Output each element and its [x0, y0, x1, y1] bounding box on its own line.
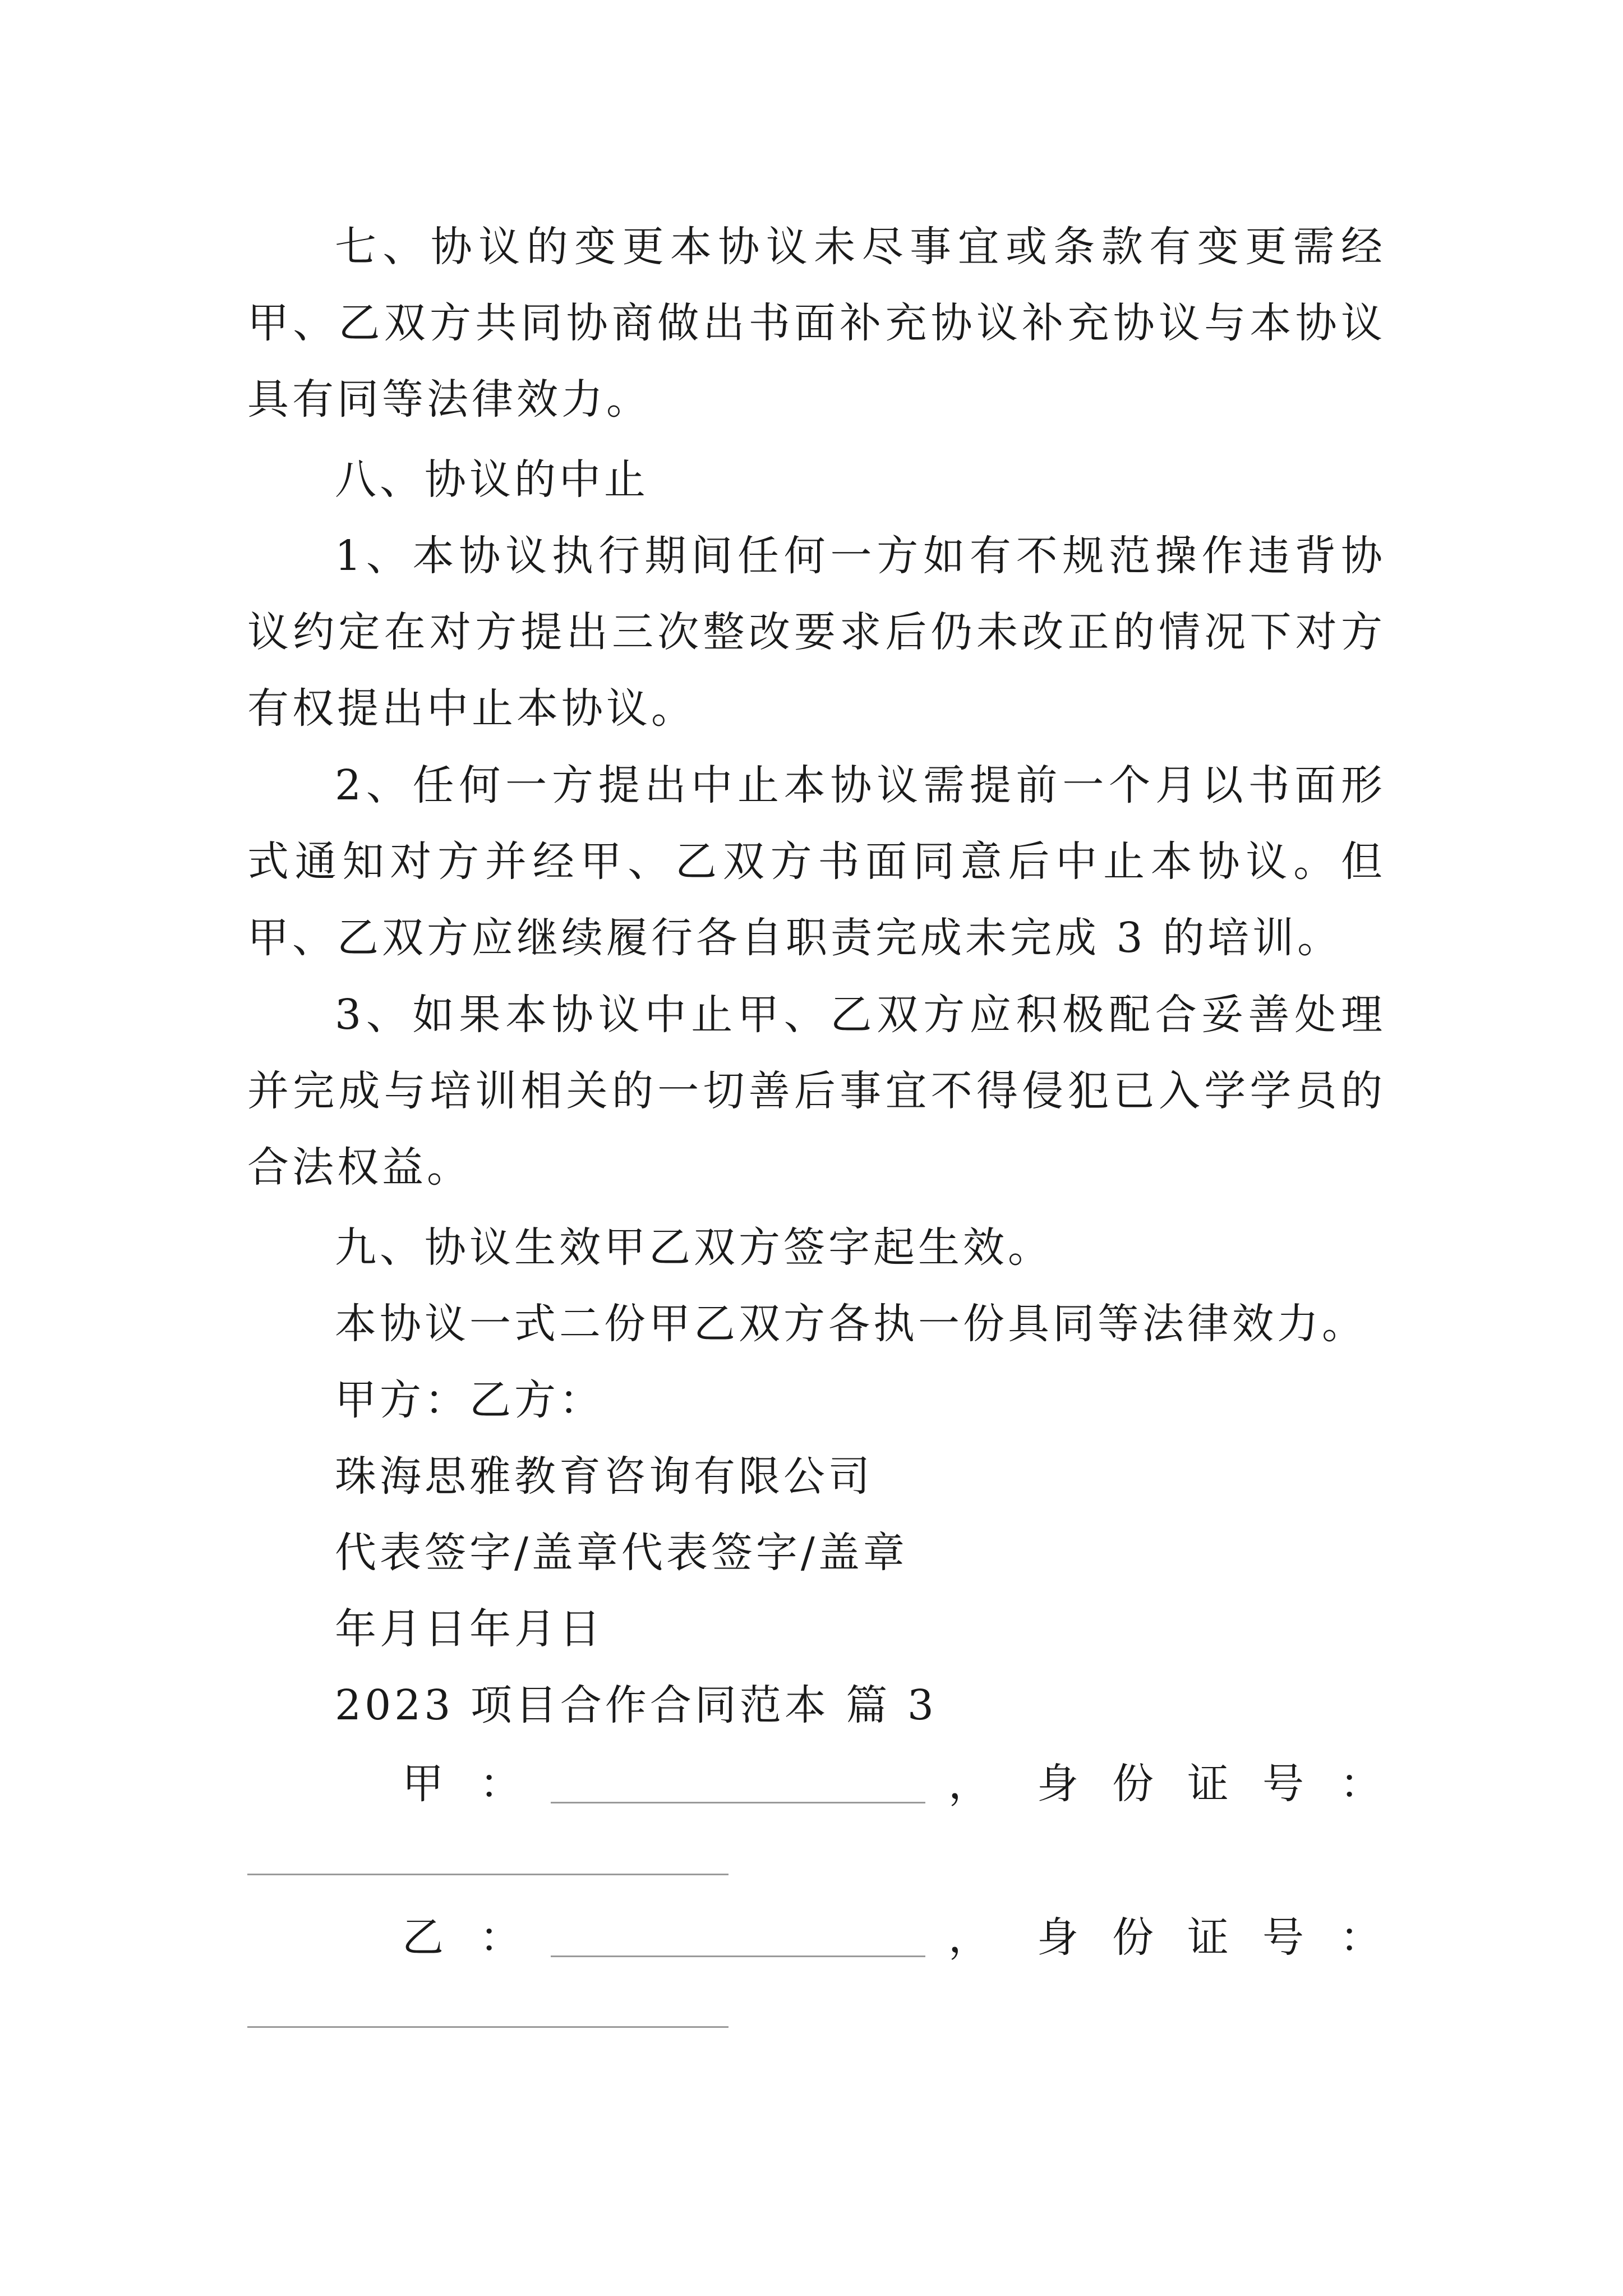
party-a-colon: ：: [479, 1760, 521, 1808]
section-title: 2023 项目合作合同范本 篇 3: [335, 1681, 937, 1729]
parties-label: 甲方：乙方：: [335, 1376, 604, 1424]
clause-9-paragraph: 九、协议生效甲乙双方签字起生效。: [335, 1223, 1053, 1272]
party-a-row: [247, 1746, 1386, 1822]
clause-8-item-3: 3、如果本协议中止甲、乙双方应积极配合妥善处理并完成与培训相关的一切善后事宜不得侵犯已入学学员的合法权益。: [247, 991, 1386, 1191]
signature-label: 代表签字/盖章代表签字/盖章: [335, 1529, 908, 1577]
party-b-id-char-2: 份: [1112, 1913, 1154, 1962]
party-a-label: 甲: [402, 1760, 444, 1808]
copies-statement: 本协议一式二份甲乙双方各执一份具同等法律效力。: [335, 1300, 1367, 1348]
party-b-name-blank[interactable]: [551, 1955, 925, 1957]
party-a-id-blank[interactable]: [247, 1874, 728, 1875]
company-name: 珠海思雅教育咨询有限公司: [335, 1452, 873, 1501]
party-a-name-blank[interactable]: [551, 1802, 925, 1803]
party-a-id-char-2: 份: [1112, 1760, 1154, 1808]
party-b-id-char-3: 证: [1187, 1913, 1229, 1962]
clause-8-item-1: 1、本协议执行期间任何一方如有不规范操作违背协议约定在对方提出三次整改要求后仍未改正的情况下对方有权提出中止本协议。: [247, 532, 1386, 733]
party-b-comma: ，: [948, 1913, 990, 1962]
party-b-id-char-1: 身: [1037, 1913, 1078, 1962]
party-b-id-blank[interactable]: [247, 2026, 728, 2028]
date-label: 年月日年月日: [335, 1605, 604, 1653]
clause-8-heading: 八、协议的中止: [335, 455, 649, 504]
clause-8-item-2: 2、任何一方提出中止本协议需提前一个月以书面形式通知对方并经甲、乙双方书面同意后中止本协议。但甲、乙双方应继续履行各自职责完成未完成 3 的培训。: [247, 761, 1386, 962]
party-a-id-char-1: 身: [1037, 1760, 1078, 1808]
party-b-id-char-4: 号: [1262, 1913, 1304, 1962]
party-a-comma: ，: [948, 1760, 990, 1808]
party-b-colon: ：: [479, 1913, 521, 1962]
party-b-label: 乙: [402, 1913, 444, 1962]
party-a-id-char-4: 号: [1262, 1760, 1304, 1808]
party-a-id-char-3: 证: [1187, 1760, 1229, 1808]
party-b-id-colon: ：: [1340, 1913, 1381, 1962]
clause-7-paragraph: 七、协议的变更本协议未尽事宜或条款有变更需经甲、乙双方共同协商做出书面补充协议补充协议与本协议具有同等法律效力。: [247, 223, 1386, 424]
party-b-row: [247, 1899, 1386, 1976]
party-a-id-colon: ：: [1340, 1760, 1381, 1808]
